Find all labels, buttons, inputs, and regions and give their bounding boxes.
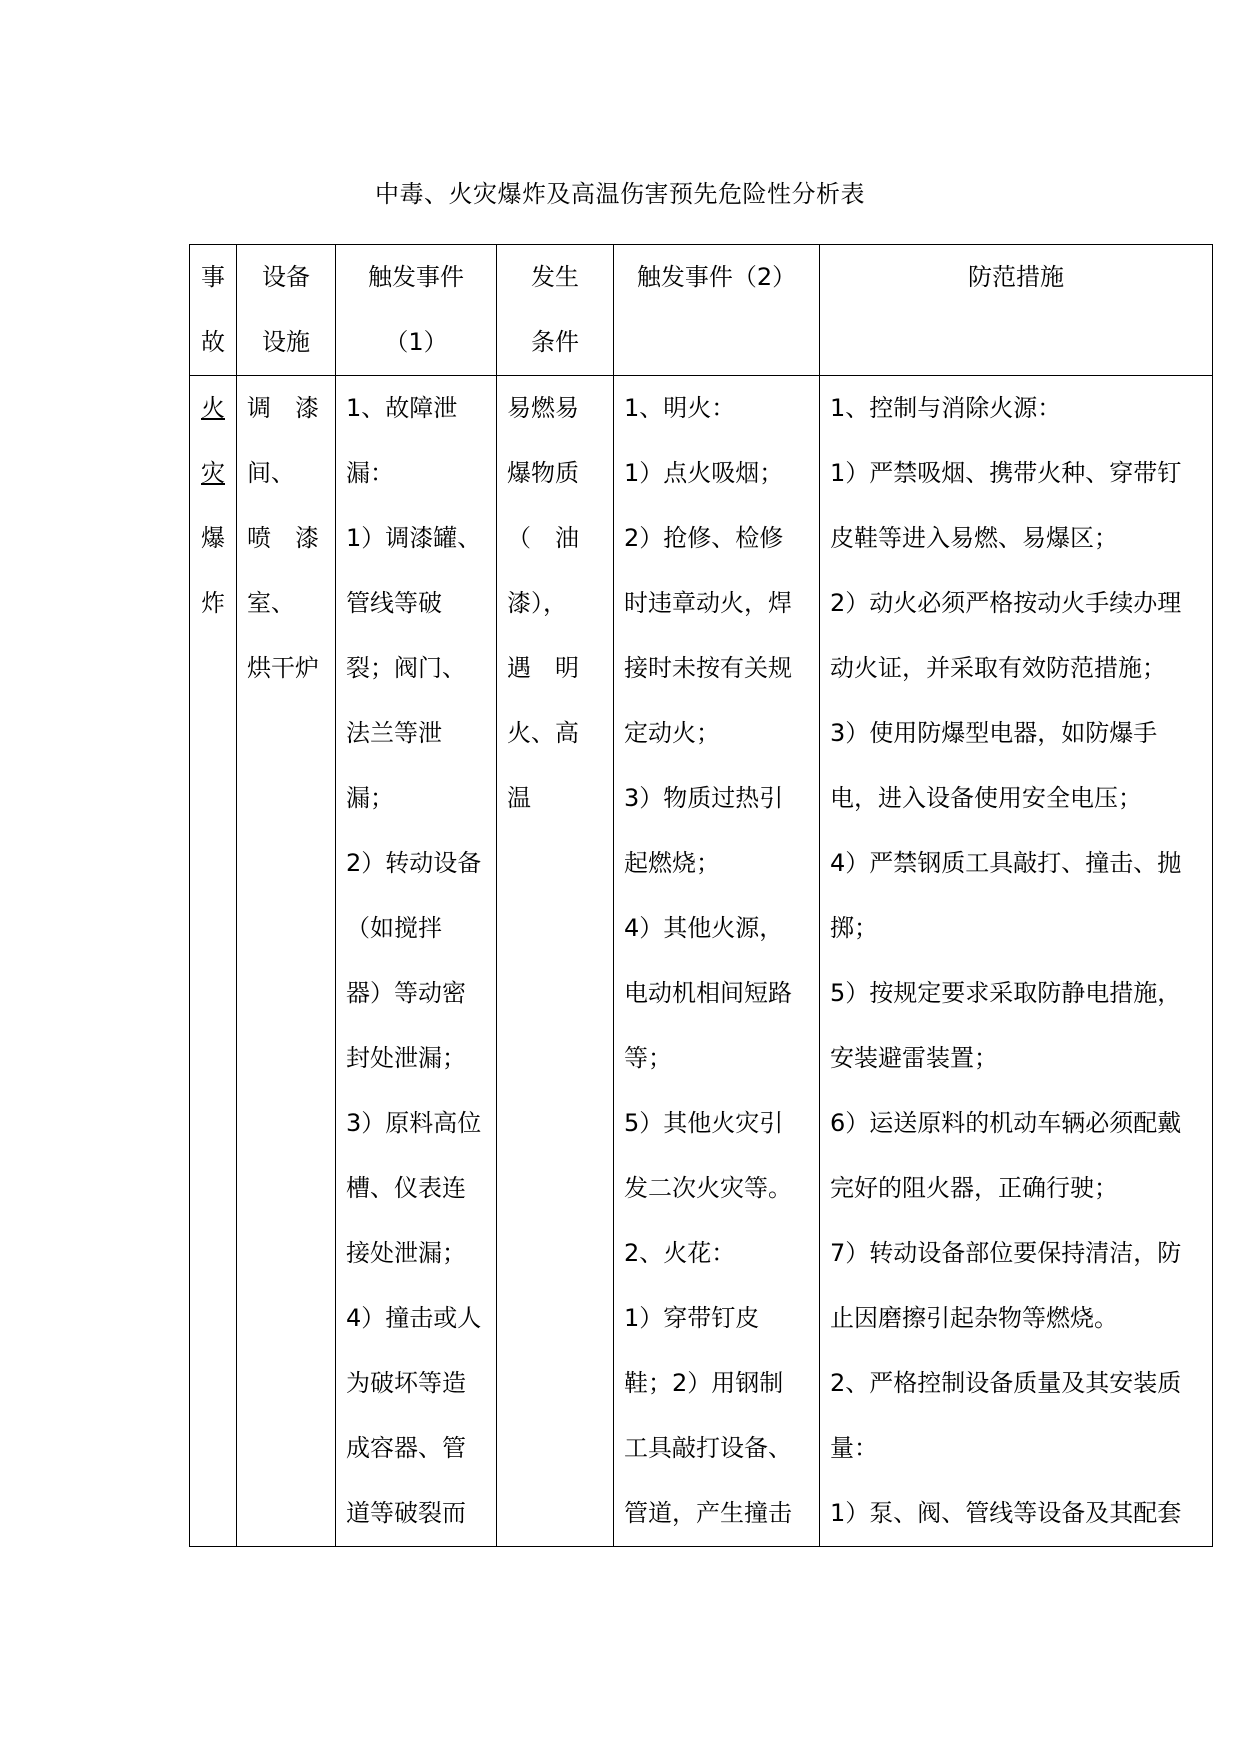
hazard-analysis-table [189,244,1213,1547]
table-row [190,376,1213,1547]
header-row [190,245,1213,376]
cell-equipment: 调 漆 间、 喷 漆 室、 烘干炉 [237,376,336,1547]
cell-condition: 易燃易 爆物质 （ 油 漆）， 遇 明 火、高 温 [497,376,614,1547]
page-title: 中毒、火灾爆炸及高温伤害预先危险性分析表 [375,180,865,208]
header-trigger-event-1: 触发事件 （1） [336,245,497,376]
cell-measures: 1、控制与消除火源： 1）严禁吸烟、携带火种、穿带钉 皮鞋等进入易燃、易爆区； 2）动火必须严格按动火手续办理 动火证，并采取有效防范措施； 3）使用防爆型电器，如防爆手 电，进入设备使用安全电压； 4）严禁钢质工具敲打、撞击、抛 掷； 5）按规定要求采取防静电措施， 安装避雷装置； 6）运送原料的机动车辆必须配戴 完好的阻火器，正确行驶； 7）转动设备部位要保持清洁，防 止因磨擦引起杂物等燃烧。 2、严格控制设备质量及其安装质 量： 1）泵、阀、管线等设备及其配套 [820,376,1213,1547]
cell-accident: 火 灾 爆 炸 [190,376,237,1547]
header-accident: 事 故 [190,245,237,376]
header-condition: 发生 条件 [497,245,614,376]
cell-trigger-event-2: 1、明火： 1）点火吸烟； 2）抢修、检修 时违章动火，焊 接时未按有关规 定动火； 3）物质过热引 起燃烧； 4）其他火源， 电动机相间短路 等； 5）其他火灾引 发二次火灾等。 2、火花： 1）穿带钉皮 鞋；2）用钢制 工具敲打设备、 管道，产生撞击 [614,376,820,1547]
header-measures: 防范措施 [820,245,1213,376]
header-equipment: 设备 设施 [237,245,336,376]
cell-trigger-event-1: 1、故障泄 漏： 1）调漆罐、 管线等破 裂；阀门、 法兰等泄 漏； 2）转动设备 （如搅拌 器）等动密 封处泄漏； 3）原料高位 槽、仪表连 接处泄漏； 4）撞击或人 为破坏等造 成容器、管 道等破裂而 [336,376,497,1547]
header-trigger-event-2: 触发事件（2） [614,245,820,376]
